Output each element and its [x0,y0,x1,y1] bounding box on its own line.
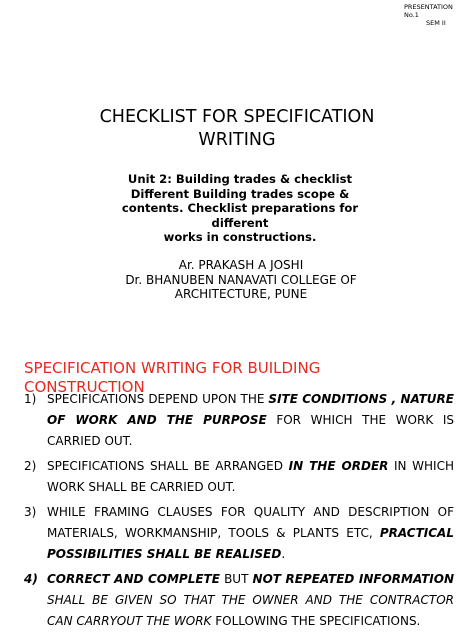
college-line-1: Dr. BHANUBEN NANAVATI COLLEGE OF [125,272,357,287]
unit-subtitle [110,172,370,245]
list-item-number: 3) [24,505,37,519]
subtitle-line-2: Different Building trades scope & [130,186,350,201]
author-block [60,258,422,302]
subtitle-line-3: contents. Checklist preparations for [121,201,359,215]
author-name: Ar. PRAKASH A JOSHI [178,258,304,272]
list-item-italic-text: SHALL BE GIVEN SO THAT THE OWNER AND THE CONTRACTOR CAN CARRYOUT THE WORK [47,593,454,628]
document-title [0,106,474,152]
title-line-2: WRITING [198,130,276,150]
list-item-text: WHILE FRAMING CLAUSES FOR QUALITY AND DESCRIPTION OF MATERIALS, WORKMANSHIP, TOOLS & PLANTS ETC, [47,505,454,540]
college-line-2: ARCHITECTURE, PUNE [174,287,308,301]
corner-line-1: PRESENTATION [404,3,453,11]
list-item-text: . [281,547,286,561]
list-item-text: SPECIFICATIONS DEPEND UPON THE [47,392,269,406]
list-item-number: 4) [24,572,38,586]
list-item [24,456,454,498]
subtitle-line-4: different [211,215,269,230]
list-item-text: FOR WHICH THE WORK IS CARRIED OUT. [47,413,454,448]
corner-line-2: No.1 [404,11,419,19]
list-item [24,569,454,632]
list-item-emphasis: CORRECT AND COMPLETE [47,572,220,586]
list-item-text: SPECIFICATIONS SHALL BE ARRANGED [47,459,289,473]
section-heading: SPECIFICATION WRITING FOR BUILDING CONSTRUCTION [24,359,321,396]
list-item-emphasis: PRACTICAL POSSIBILITIES SHALL BE REALISED [47,526,454,561]
title-line-1: CHECKLIST FOR SPECIFICATION [99,107,375,127]
presentation-number-note [404,3,453,27]
subtitle-line-5: works in constructions. [163,230,317,244]
list-item-number: 2) [24,459,37,473]
list-item-text: IN WHICH WORK SHALL BE CARRIED OUT. [47,459,454,494]
list-item-text: FOLLOWING THE SPECIFICATIONS. [211,614,421,628]
list-item-number: 1) [24,392,37,406]
subtitle-line-1: Unit 2: Building trades & checklist [127,172,353,186]
list-item-emphasis: IN THE ORDER [288,459,389,473]
specification-list [24,389,454,632]
list-item [24,502,454,565]
list-item-emphasis: SITE CONDITIONS , NATURE OF WORK AND THE PURPOSE [47,392,454,427]
list-item-emphasis: NFORMATION [363,572,454,586]
list-item [24,389,454,452]
list-item-text: BUT [219,572,253,586]
corner-line-3: SEM II [426,19,446,27]
list-item-emphasis: NOT REPEATED I [252,572,364,586]
